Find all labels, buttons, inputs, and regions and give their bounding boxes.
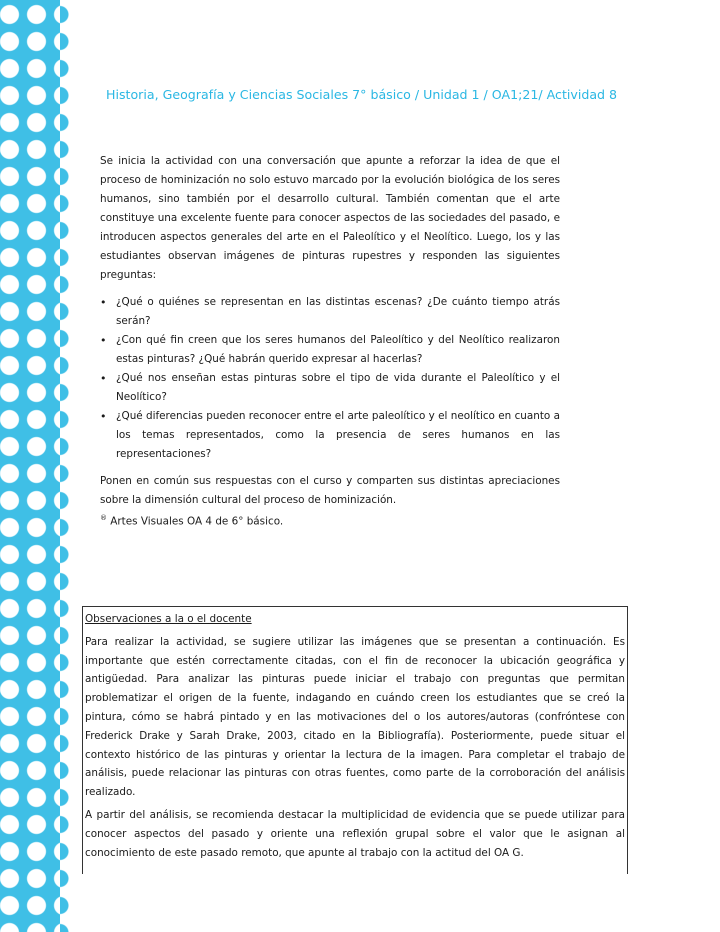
bullet-icon: • <box>100 372 107 385</box>
observations-title: Observaciones a la o el docente <box>85 613 252 625</box>
question-text: ¿Qué diferencias pueden reconocer entre el arte paleolítico y el neolítico en cuanto a los temas representados, como la presencia de seres humanos en las representaciones? <box>116 410 560 460</box>
activity-body <box>100 152 560 510</box>
bullet-icon: • <box>100 410 107 423</box>
observations-paragraph: Para realizar la actividad, se sugiere utilizar las imágenes que se presentan a continuación. Es importante que estén correctamente citadas, con el fin de reconocer la ubicación geográfica y antigüedad. Para analizar las pinturas puede iniciar el trabajo con preguntas que permitan problematizar el origen de la fuente, indagando en cuándo creen los estudiantes que se creó la pintura, cómo se habrá pintado y en las motivaciones del o los autores/autoras (confróntese con Frederick Drake y Sarah Drake, 2003, citado en la Bibliografía). Posteriormente, puede situar el contexto histórico de las pinturas y orientar la lectura de la imagen. Para completar el trabajo de análisis, puede relacionar las pinturas con otras fuentes, como parte de la corroboración del análisis realizado. <box>85 635 625 799</box>
question-item <box>100 369 560 407</box>
observations-paragraph: A partir del análisis, se recomienda destacar la multiplicidad de evidencia que se puede utilizar para conocer aspectos del pasado y oriente una reflexión grupal sobre el valor que le asignan al conocimiento de este pasado remoto, que apunte al trabajo con la actitud del OA G. <box>85 808 625 859</box>
activity-intro: Se inicia la actividad con una conversación que apunte a reforzar la idea de que el proceso de hominización no solo estuvo marcado por la evolución biológica de los seres humanos, sino también por el desarrollo cultural. También comentan que el arte constituye una excelente fuente para conocer aspectos de las sociedades del pasado, e introducen aspectos generales del arte en el Paleolítico y el Neolítico. Luego, los y las estudiantes observan imágenes de pinturas rupestres y responden las siguientes preguntas: <box>100 155 560 281</box>
cross-reference <box>100 514 283 527</box>
question-text: ¿Qué nos enseñan estas pinturas sobre el tipo de vida durante el Paleolítico y el Neolítico? <box>116 372 560 403</box>
bullet-icon: • <box>100 296 107 309</box>
question-text: ¿Qué o quiénes se representan en las distintas escenas? ¿De cuánto tiempo atrás serán? <box>116 296 560 327</box>
reference-marker: ® <box>100 514 107 522</box>
question-item <box>100 407 560 464</box>
decorative-strip-edge <box>60 0 74 932</box>
question-item <box>100 293 560 331</box>
bullet-icon: • <box>100 334 107 347</box>
question-text: ¿Con qué fin creen que los seres humanos del Paleolítico y del Neolítico realizaron estas pinturas? ¿Qué habrán querido expresar al hacerlas? <box>116 334 560 365</box>
teacher-observations-box <box>82 606 628 874</box>
reference-text: Artes Visuales OA 4 de 6° básico. <box>107 515 284 528</box>
questions-list <box>100 293 560 464</box>
activity-closing: Ponen en común sus respuestas con el curso y comparten sus distintas apreciaciones sobre la dimensión cultural del proceso de hominización. <box>100 475 560 506</box>
page-header-title: Historia, Geografía y Ciencias Sociales 7° básico / Unidad 1 / OA1;21/ Actividad 8 <box>106 87 618 102</box>
question-item <box>100 331 560 369</box>
